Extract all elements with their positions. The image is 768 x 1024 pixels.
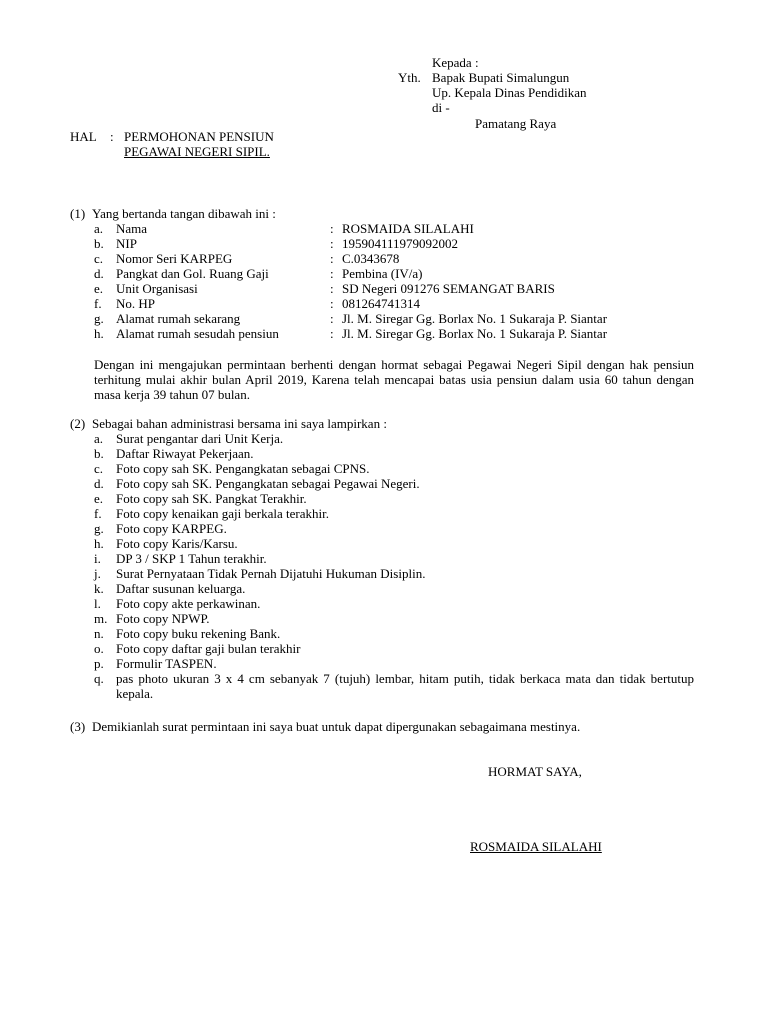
list-item [94, 596, 694, 611]
field-letter: g. [94, 311, 104, 326]
field-letter: b. [94, 236, 104, 251]
section-2-heading [70, 416, 387, 431]
field-value: Jl. M. Siregar Gg. Borlax No. 1 Sukaraja P. Siantar [342, 326, 608, 341]
section-1-heading [70, 206, 276, 221]
subject-line: PERMOHONAN PENSIUN [124, 129, 274, 144]
recipient-place: Pamatang Raya [475, 116, 557, 131]
item-letter: n. [94, 626, 104, 641]
list-item [94, 656, 694, 671]
item-letter: l. [94, 596, 101, 611]
field-row [94, 266, 607, 281]
item-text: Foto copy KARPEG. [116, 521, 227, 536]
field-colon: : [330, 296, 334, 311]
item-letter: a. [94, 431, 104, 446]
field-label: No. HP [116, 296, 156, 311]
attachment-list [94, 431, 694, 701]
field-value: 195904111979092002 [342, 236, 459, 251]
field-row [94, 311, 607, 326]
field-label: Alamat rumah sekarang [116, 311, 241, 326]
section-number: (2) [70, 416, 86, 431]
field-label: Nomor Seri KARPEG [116, 251, 233, 266]
kepada-label: Kepada : [432, 55, 479, 70]
item-letter: b. [94, 446, 104, 461]
field-value: SD Negeri 091276 SEMANGAT BARIS [342, 281, 555, 296]
subject-line: PEGAWAI NEGERI SIPIL. [124, 144, 270, 159]
field-row [94, 326, 607, 341]
field-label: Nama [116, 221, 148, 236]
field-value: ROSMAIDA SILALAHI [342, 221, 474, 236]
field-colon: : [330, 221, 334, 236]
item-letter: d. [94, 476, 104, 491]
item-text: DP 3 / SKP 1 Tahun terakhir. [116, 551, 267, 566]
item-text: Foto copy sah SK. Pengangkatan sebagai CPNS. [116, 461, 370, 476]
item-letter: g. [94, 521, 104, 536]
list-item [94, 431, 694, 446]
identity-fields [94, 221, 607, 341]
list-item [94, 566, 694, 581]
section-intro: Yang bertanda tangan dibawah ini : [92, 206, 276, 221]
list-item [94, 521, 694, 536]
field-colon: : [330, 326, 334, 341]
subject-colon: : [110, 129, 114, 144]
list-item [94, 626, 694, 641]
closing-salutation: HORMAT SAYA, [488, 764, 582, 779]
item-letter: h. [94, 536, 104, 551]
field-colon: : [330, 266, 334, 281]
section-number: (1) [70, 206, 86, 221]
field-label: Pangkat dan Gol. Ruang Gaji [116, 266, 269, 281]
closing-text: Demikianlah surat permintaan ini saya buat untuk dapat dipergunakan sebagaimana mestinya. [92, 719, 581, 734]
list-item [94, 641, 694, 656]
item-text: Foto copy sah SK. Pengangkatan sebagai Pegawai Negeri. [116, 476, 420, 491]
field-value: 081264741314 [342, 296, 420, 311]
field-letter: c. [94, 251, 104, 266]
item-text: Formulir TASPEN. [116, 656, 217, 671]
list-item [94, 476, 694, 491]
list-item [94, 671, 694, 701]
recipient-line: Up. Kepala Dinas Pendidikan [432, 85, 587, 100]
subject-title [124, 129, 274, 159]
request-paragraph: Dengan ini mengajukan permintaan berhenti dengan hormat sebagai Pegawai Negeri Sipil dengan hak pensiun terhitung mulai akhir bulan April 2019, Karena telah mencapai batas usia pensiun dalam usia 60 tahun dengan masa kerja 39 tahun 07 bulan. [94, 357, 694, 402]
recipient-address [432, 70, 587, 115]
item-text: Daftar Riwayat Pekerjaan. [116, 446, 254, 461]
list-item [94, 491, 694, 506]
field-label: Alamat rumah sesudah pensiun [116, 326, 279, 341]
item-text: Daftar susunan keluarga. [116, 581, 246, 596]
subject-label: HAL [70, 129, 97, 144]
section-3-closing [70, 719, 580, 734]
field-value: C.0343678 [342, 251, 400, 266]
item-letter: p. [94, 656, 104, 671]
item-text: Foto copy akte perkawinan. [116, 596, 261, 611]
field-letter: e. [94, 281, 104, 296]
item-text: Foto copy daftar gaji bulan terakhir [116, 641, 301, 656]
field-row [94, 221, 607, 236]
list-item [94, 461, 694, 476]
list-item [94, 506, 694, 521]
item-letter: j. [94, 566, 101, 581]
field-colon: : [330, 251, 334, 266]
field-colon: : [330, 311, 334, 326]
field-letter: f. [94, 296, 102, 311]
item-letter: q. [94, 671, 104, 686]
field-row [94, 236, 607, 251]
list-item [94, 581, 694, 596]
item-text: Surat Pernyataan Tidak Pernah Dijatuhi Hukuman Disiplin. [116, 566, 426, 581]
item-letter: c. [94, 461, 104, 476]
item-letter: o. [94, 641, 104, 656]
item-text: Surat pengantar dari Unit Kerja. [116, 431, 284, 446]
item-text: Foto copy NPWP. [116, 611, 210, 626]
list-item [94, 611, 694, 626]
field-letter: d. [94, 266, 104, 281]
field-value: Pembina (IV/a) [342, 266, 423, 281]
field-letter: a. [94, 221, 104, 236]
field-letter: h. [94, 326, 104, 341]
yth-label: Yth. [398, 70, 421, 85]
field-colon: : [330, 281, 334, 296]
list-item [94, 446, 694, 461]
field-row [94, 281, 607, 296]
signer-name: ROSMAIDA SILALAHI [470, 839, 602, 854]
field-label: NIP [116, 236, 137, 251]
field-colon: : [330, 236, 334, 251]
item-letter: f. [94, 506, 102, 521]
list-item [94, 551, 694, 566]
item-letter: i. [94, 551, 101, 566]
item-text: pas photo ukuran 3 x 4 cm sebanyak 7 (tujuh) lembar, hitam putih, tidak berkaca mata dan tidak bertutup kepala. [116, 671, 694, 701]
recipient-line: di - [432, 100, 450, 115]
section-intro: Sebagai bahan administrasi bersama ini saya lampirkan : [92, 416, 387, 431]
field-row [94, 251, 607, 266]
item-letter: e. [94, 491, 104, 506]
item-text: Foto copy buku rekening Bank. [116, 626, 281, 641]
item-text: Foto copy Karis/Karsu. [116, 536, 238, 551]
item-text: Foto copy kenaikan gaji berkala terakhir. [116, 506, 329, 521]
field-value: Jl. M. Siregar Gg. Borlax No. 1 Sukaraja P. Siantar [342, 311, 608, 326]
item-text: Foto copy sah SK. Pangkat Terakhir. [116, 491, 307, 506]
list-item [94, 536, 694, 551]
item-letter: m. [94, 611, 108, 626]
recipient-line: Bapak Bupati Simalungun [432, 70, 570, 85]
section-number: (3) [70, 719, 86, 734]
item-letter: k. [94, 581, 104, 596]
field-label: Unit Organisasi [116, 281, 198, 296]
field-row [94, 296, 607, 311]
